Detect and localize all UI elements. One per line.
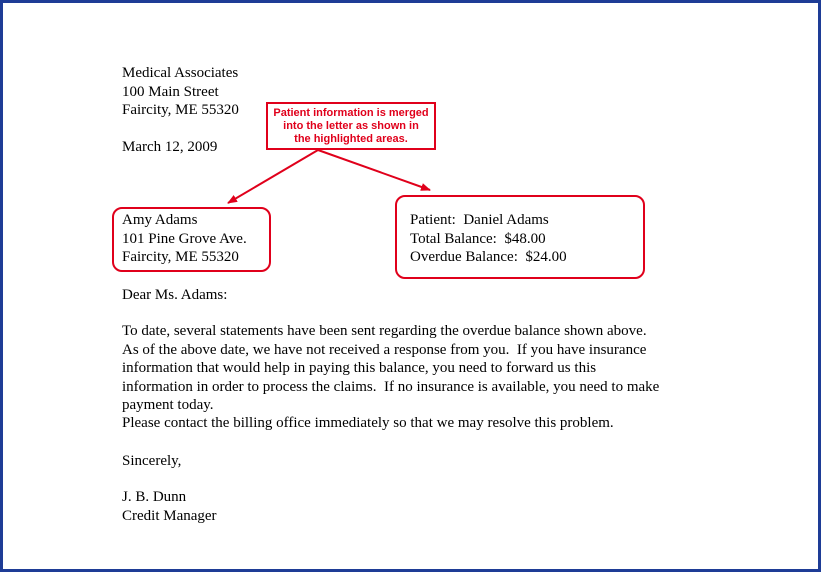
closing: Sincerely, <box>122 453 182 469</box>
body-line-5: payment today. <box>122 397 214 413</box>
body-line-1: To date, several statements have been sent regarding the overdue balance shown above. <box>122 323 647 339</box>
signer-title: Credit Manager <box>122 508 217 524</box>
total-balance-line: Total Balance: $48.00 <box>410 231 546 247</box>
sender-name: Medical Associates <box>122 65 239 81</box>
callout-line-3: the highlighted areas. <box>294 133 408 145</box>
merge-info-callout <box>266 102 436 150</box>
patient-name-line: Patient: Daniel Adams <box>410 212 549 228</box>
sender-city-state-zip: Faircity, ME 55320 <box>122 102 239 118</box>
body-line-2: As of the above date, we have not received a response from you. If you have insurance <box>122 342 647 358</box>
arrow-to-patient-info <box>318 150 430 190</box>
recipient-street: 101 Pine Grove Ave. <box>122 231 247 247</box>
body-line-6: Please contact the billing office immediately so that we may resolve this problem. <box>122 415 614 431</box>
callout-line-1: Patient information is merged <box>273 107 429 119</box>
frame-border-left <box>0 0 3 572</box>
body-line-3: information that would help in paying this balance, you need to forward us this <box>122 360 597 376</box>
recipient-name: Amy Adams <box>122 212 198 228</box>
frame-border-top <box>0 0 821 3</box>
arrow-to-recipient <box>228 150 318 203</box>
body-line-4: information in order to process the claims. If no insurance is available, you need to make <box>122 379 660 395</box>
callout-line-2: into the letter as shown in <box>283 120 419 132</box>
signer-name: J. B. Dunn <box>122 489 187 505</box>
sender-street: 100 Main Street <box>122 84 219 100</box>
salutation: Dear Ms. Adams: <box>122 287 228 303</box>
letter-date: March 12, 2009 <box>122 139 218 155</box>
overdue-balance-line: Overdue Balance: $24.00 <box>410 249 567 265</box>
recipient-city-state-zip: Faircity, ME 55320 <box>122 249 239 265</box>
